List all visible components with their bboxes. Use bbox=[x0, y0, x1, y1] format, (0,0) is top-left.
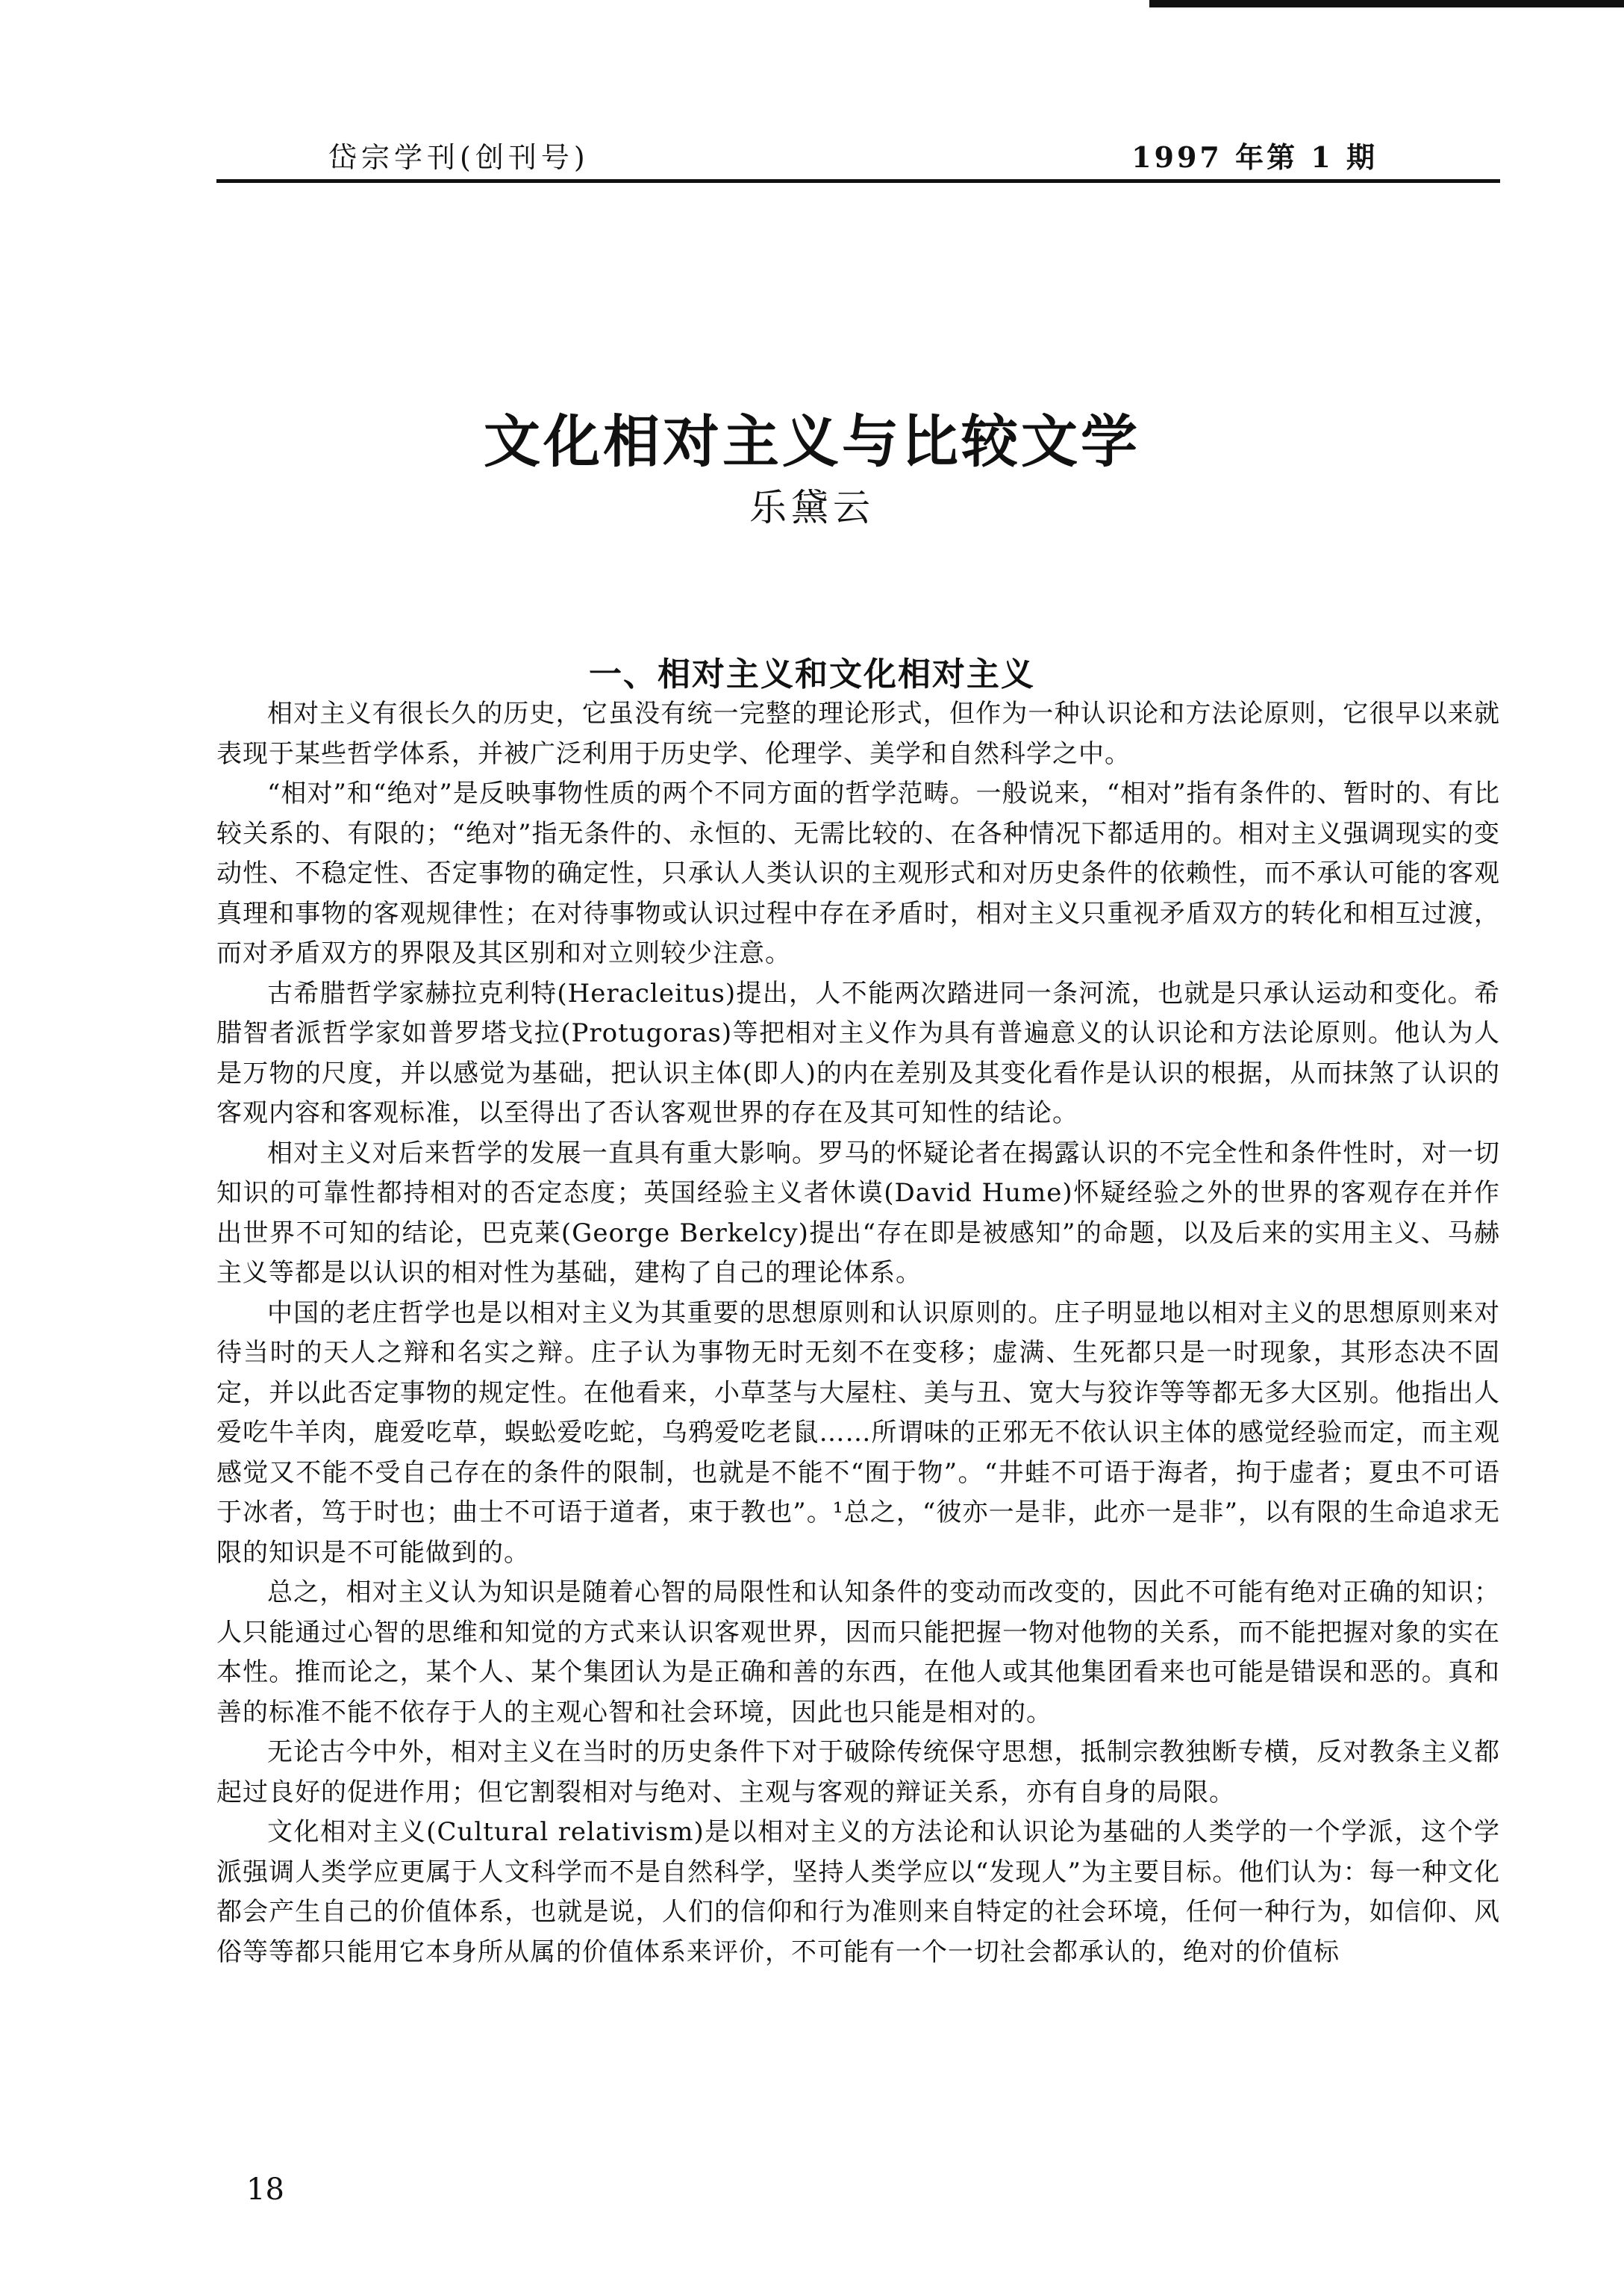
paragraph: 总之，相对主义认为知识是随着心智的局限性和认知条件的变动而改变的，因此不可能有绝对正确的知识；人只能通过心智的思维和知觉的方式来认识客观世界，因而只能把握一物对他物的关系，而不能把握对象的实在本性。推而论之，某个人、某个集团认为是正确和善的东西，在他人或其他集团看来也可能是错误和恶的。真和善的标准不能不依存于人的主观心智和社会环境，因此也只能是相对的。 bbox=[216, 1577, 1500, 1728]
header-rule bbox=[216, 179, 1500, 183]
running-header bbox=[216, 119, 1482, 172]
author-name: 乐黛云 bbox=[749, 486, 875, 529]
article-body bbox=[216, 694, 1500, 1972]
paragraph: 文化相对主义(Cultural relativism)是以相对主义的方法论和认识论为基础的人类学的一个学派，这个学派强调人类学应更属于人文科学而不是自然科学，坚持人类学应以“发现人”为主要目标。他们认为：每一种文化都会产生自己的价值体系，也就是说，人们的信仰和行为准则来自特定的社会环境，任何一种行为，如信仰、风俗等等都只能用它本身所从属的价值体系来评价，不可能有一个一切社会都承认的，绝对的价值标 bbox=[216, 1817, 1500, 1967]
issue-label: 1997 年第 1 期 bbox=[1131, 140, 1378, 174]
page-number: 18 bbox=[246, 2172, 284, 2207]
paragraph: 无论古今中外，相对主义在当时的历史条件下对于破除传统保守思想，抵制宗教独断专横，反对教条主义都起过良好的促进作用；但它割裂相对与绝对、主观与客观的辩证关系，亦有自身的局限。 bbox=[216, 1737, 1500, 1807]
article-title: 文化相对主义与比较文学 bbox=[484, 408, 1140, 475]
journal-name: 岱宗学刊(创刊号) bbox=[328, 141, 590, 174]
paragraph: 相对主义对后来哲学的发展一直具有重大影响。罗马的怀疑论者在揭露认识的不完全性和条件性时，对一切知识的可靠性都持相对的否定态度；英国经验主义者休谟(David Hume)怀疑经验之外的世界的客观存在并作出世界不可知的结论，巴克莱(George Berkelcy)提出“存在即是被感知”的命题，以及后来的实用主义、马赫主义等都是以认识的相对性为基础，建构了自己的理论体系。 bbox=[216, 1138, 1500, 1288]
paragraph: 相对主义有很长久的历史，它虽没有统一完整的理论形式，但作为一种认识论和方法论原则，它很早以来就表现于某些哲学体系，并被广泛利用于历史学、伦理学、美学和自然科学之中。 bbox=[216, 699, 1500, 769]
section-heading: 一、相对主义和文化相对主义 bbox=[589, 655, 1035, 694]
paragraph: 古希腊哲学家赫拉克利特(Heracleitus)提出，人不能两次踏进同一条河流，也就是只承认运动和变化。希腊智者派哲学家如普罗塔戈拉(Protugoras)等把相对主义作为具有普遍意义的认识论和方法论原则。他认为人是万物的尺度，并以感觉为基础，把认识主体(即人)的内在差别及其变化看作是认识的根据，从而抹煞了认识的客观内容和客观标准，以至得出了否认客观世界的存在及其可知性的结论。 bbox=[216, 978, 1500, 1128]
paragraph: 中国的老庄哲学也是以相对主义为其重要的思想原则和认识原则的。庄子明显地以相对主义的思想原则来对待当时的天人之辩和名实之辩。庄子认为事物无时无刻不在变移；虚满、生死都只是一时现象，其形态决不固定，并以此否定事物的规定性。在他看来，小草茎与大屋柱、美与丑、宽大与狡诈等等都无多大区别。他指出人爱吃牛羊肉，鹿爱吃草，蜈蚣爱吃蛇，乌鸦爱吃老鼠……所谓味的正邪无不依认识主体的感觉经验而定，而主观感觉又不能不受自己存在的条件的限制，也就是不能不“囿于物”。“井蛙不可语于海者，拘于虚者；夏虫不可语于冰者，笃于时也；曲士不可语于道者，束于教也”。¹总之，“彼亦一是非，此亦一是非”，以有限的生命追求无限的知识是不可能做到的。 bbox=[216, 1298, 1500, 1568]
paragraph: “相对”和“绝对”是反映事物性质的两个不同方面的哲学范畴。一般说来，“相对”指有条件的、暂时的、有比较关系的、有限的；“绝对”指无条件的、永恒的、无需比较的、在各种情况下都适用的。相对主义强调现实的变动性、不稳定性、否定事物的确定性，只承认人类认识的主观形式和对历史条件的依赖性，而不承认可能的客观真理和事物的客观规律性；在对待事物或认识过程中存在矛盾时，相对主义只重视矛盾双方的转化和相互过渡，而对矛盾双方的界限及其区别和对立则较少注意。 bbox=[216, 779, 1500, 968]
scan-edge-bar bbox=[1149, 0, 1624, 7]
